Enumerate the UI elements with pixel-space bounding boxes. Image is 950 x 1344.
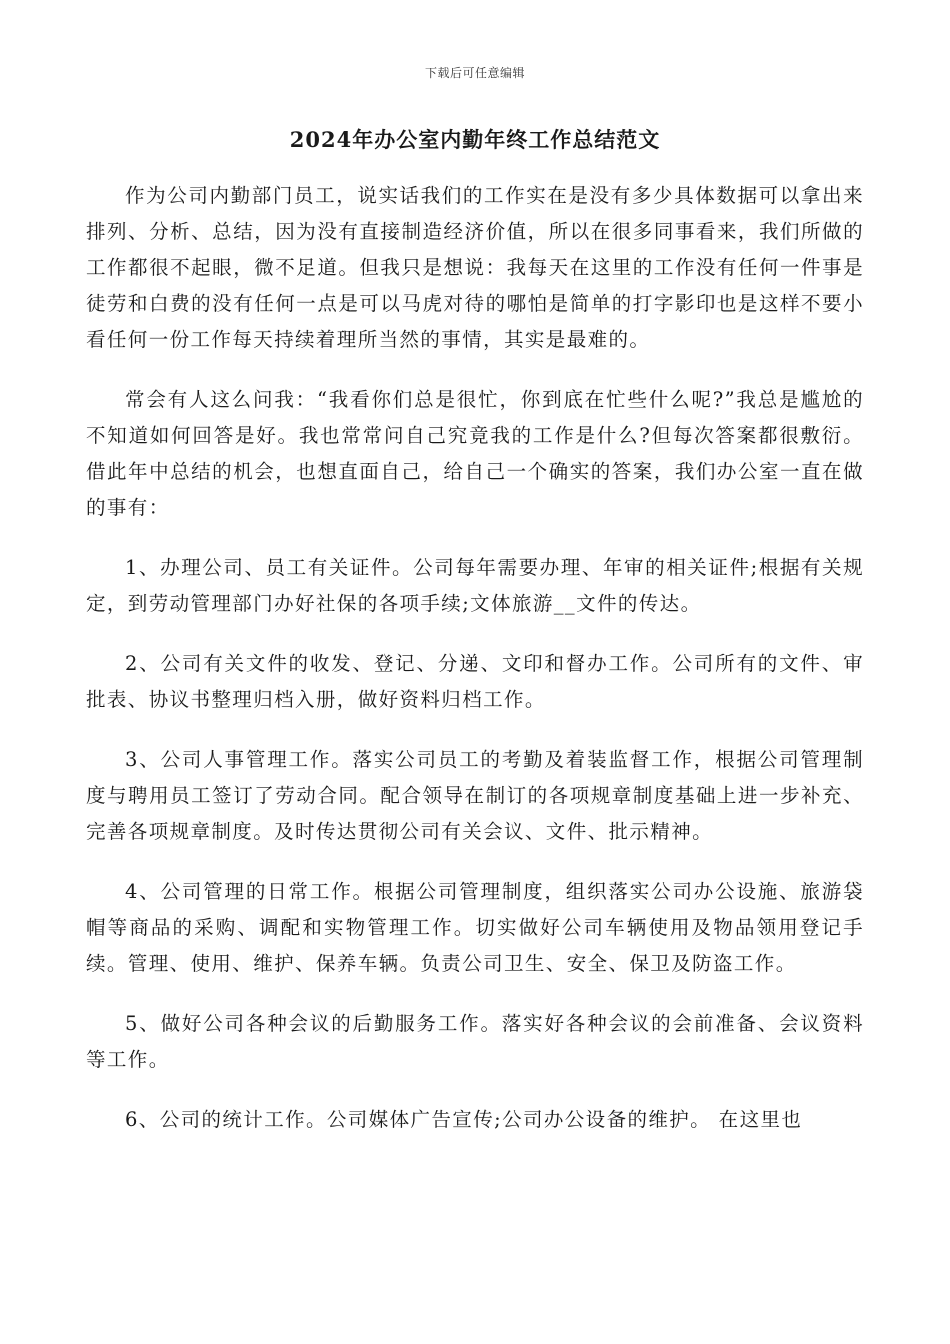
list-item-1: 1、办理公司、员工有关证件。公司每年需要办理、年审的相关证件;根据有关规定，到劳动管理部门办好社保的各项手续;文体旅游__文件的传达。 [86, 556, 864, 615]
paragraph-intro: 作为公司内勤部门员工，说实话我们的工作实在是没有多少具体数据可以拿出来排列、分析、总结，因为没有直接制造经济价值，所以在很多同事看来，我们所做的工作都很不起眼，微不足道。但我只是想说：我每天在这里的工作没有任何一件事是徒劳和白费的没有任何一点是可以马虎对待的哪怕是简单的打字影印也是这样不要小看任何一份工作每天持续着理所当然的事情，其实是最难的。 [86, 184, 864, 351]
paragraph-question: 常会有人这么问我：“我看你们总是很忙，你到底在忙些什么呢?”我总是尴尬的不知道如何回答是好。我也常常问自己究竟我的工作是什么?但每次答案都很敷衍。借此年中总结的机会，也想直面自己，给自己一个确实的答案，我们办公室一直在做的事有： [86, 388, 864, 519]
list-item-6: 6、公司的统计工作。公司媒体广告宣传;公司办公设备的维护。 在这里也 [125, 1108, 803, 1131]
list-item-5: 5、做好公司各种会议的后勤服务工作。落实好各种会议的会前准备、会议资料等工作。 [86, 1012, 864, 1071]
header-note: 下载后可任意编辑 [424, 66, 525, 80]
document-body [86, 178, 864, 1162]
list-item-3: 3、公司人事管理工作。落实公司员工的考勤及着装监督工作，根据公司管理制度与聘用员工签订了劳动合同。配合领导在制订的各项规章制度基础上进一步补充、完善各项规章制度。及时传达贯彻公司有关会议、文件、批示精神。 [86, 748, 864, 843]
list-item-4: 4、公司管理的日常工作。根据公司管理制度，组织落实公司办公设施、旅游袋帽等商品的采购、调配和实物管理工作。切实做好公司车辆使用及物品领用登记手续。管理、使用、维护、保养车辆。负责公司卫生、安全、保卫及防盗工作。 [86, 880, 864, 975]
list-item-2: 2、公司有关文件的收发、登记、分递、文印和督办工作。公司所有的文件、审批表、协议书整理归档入册，做好资料归档工作。 [86, 652, 864, 711]
document-title: 2024年办公室内勤年终工作总结范文 [289, 127, 661, 152]
